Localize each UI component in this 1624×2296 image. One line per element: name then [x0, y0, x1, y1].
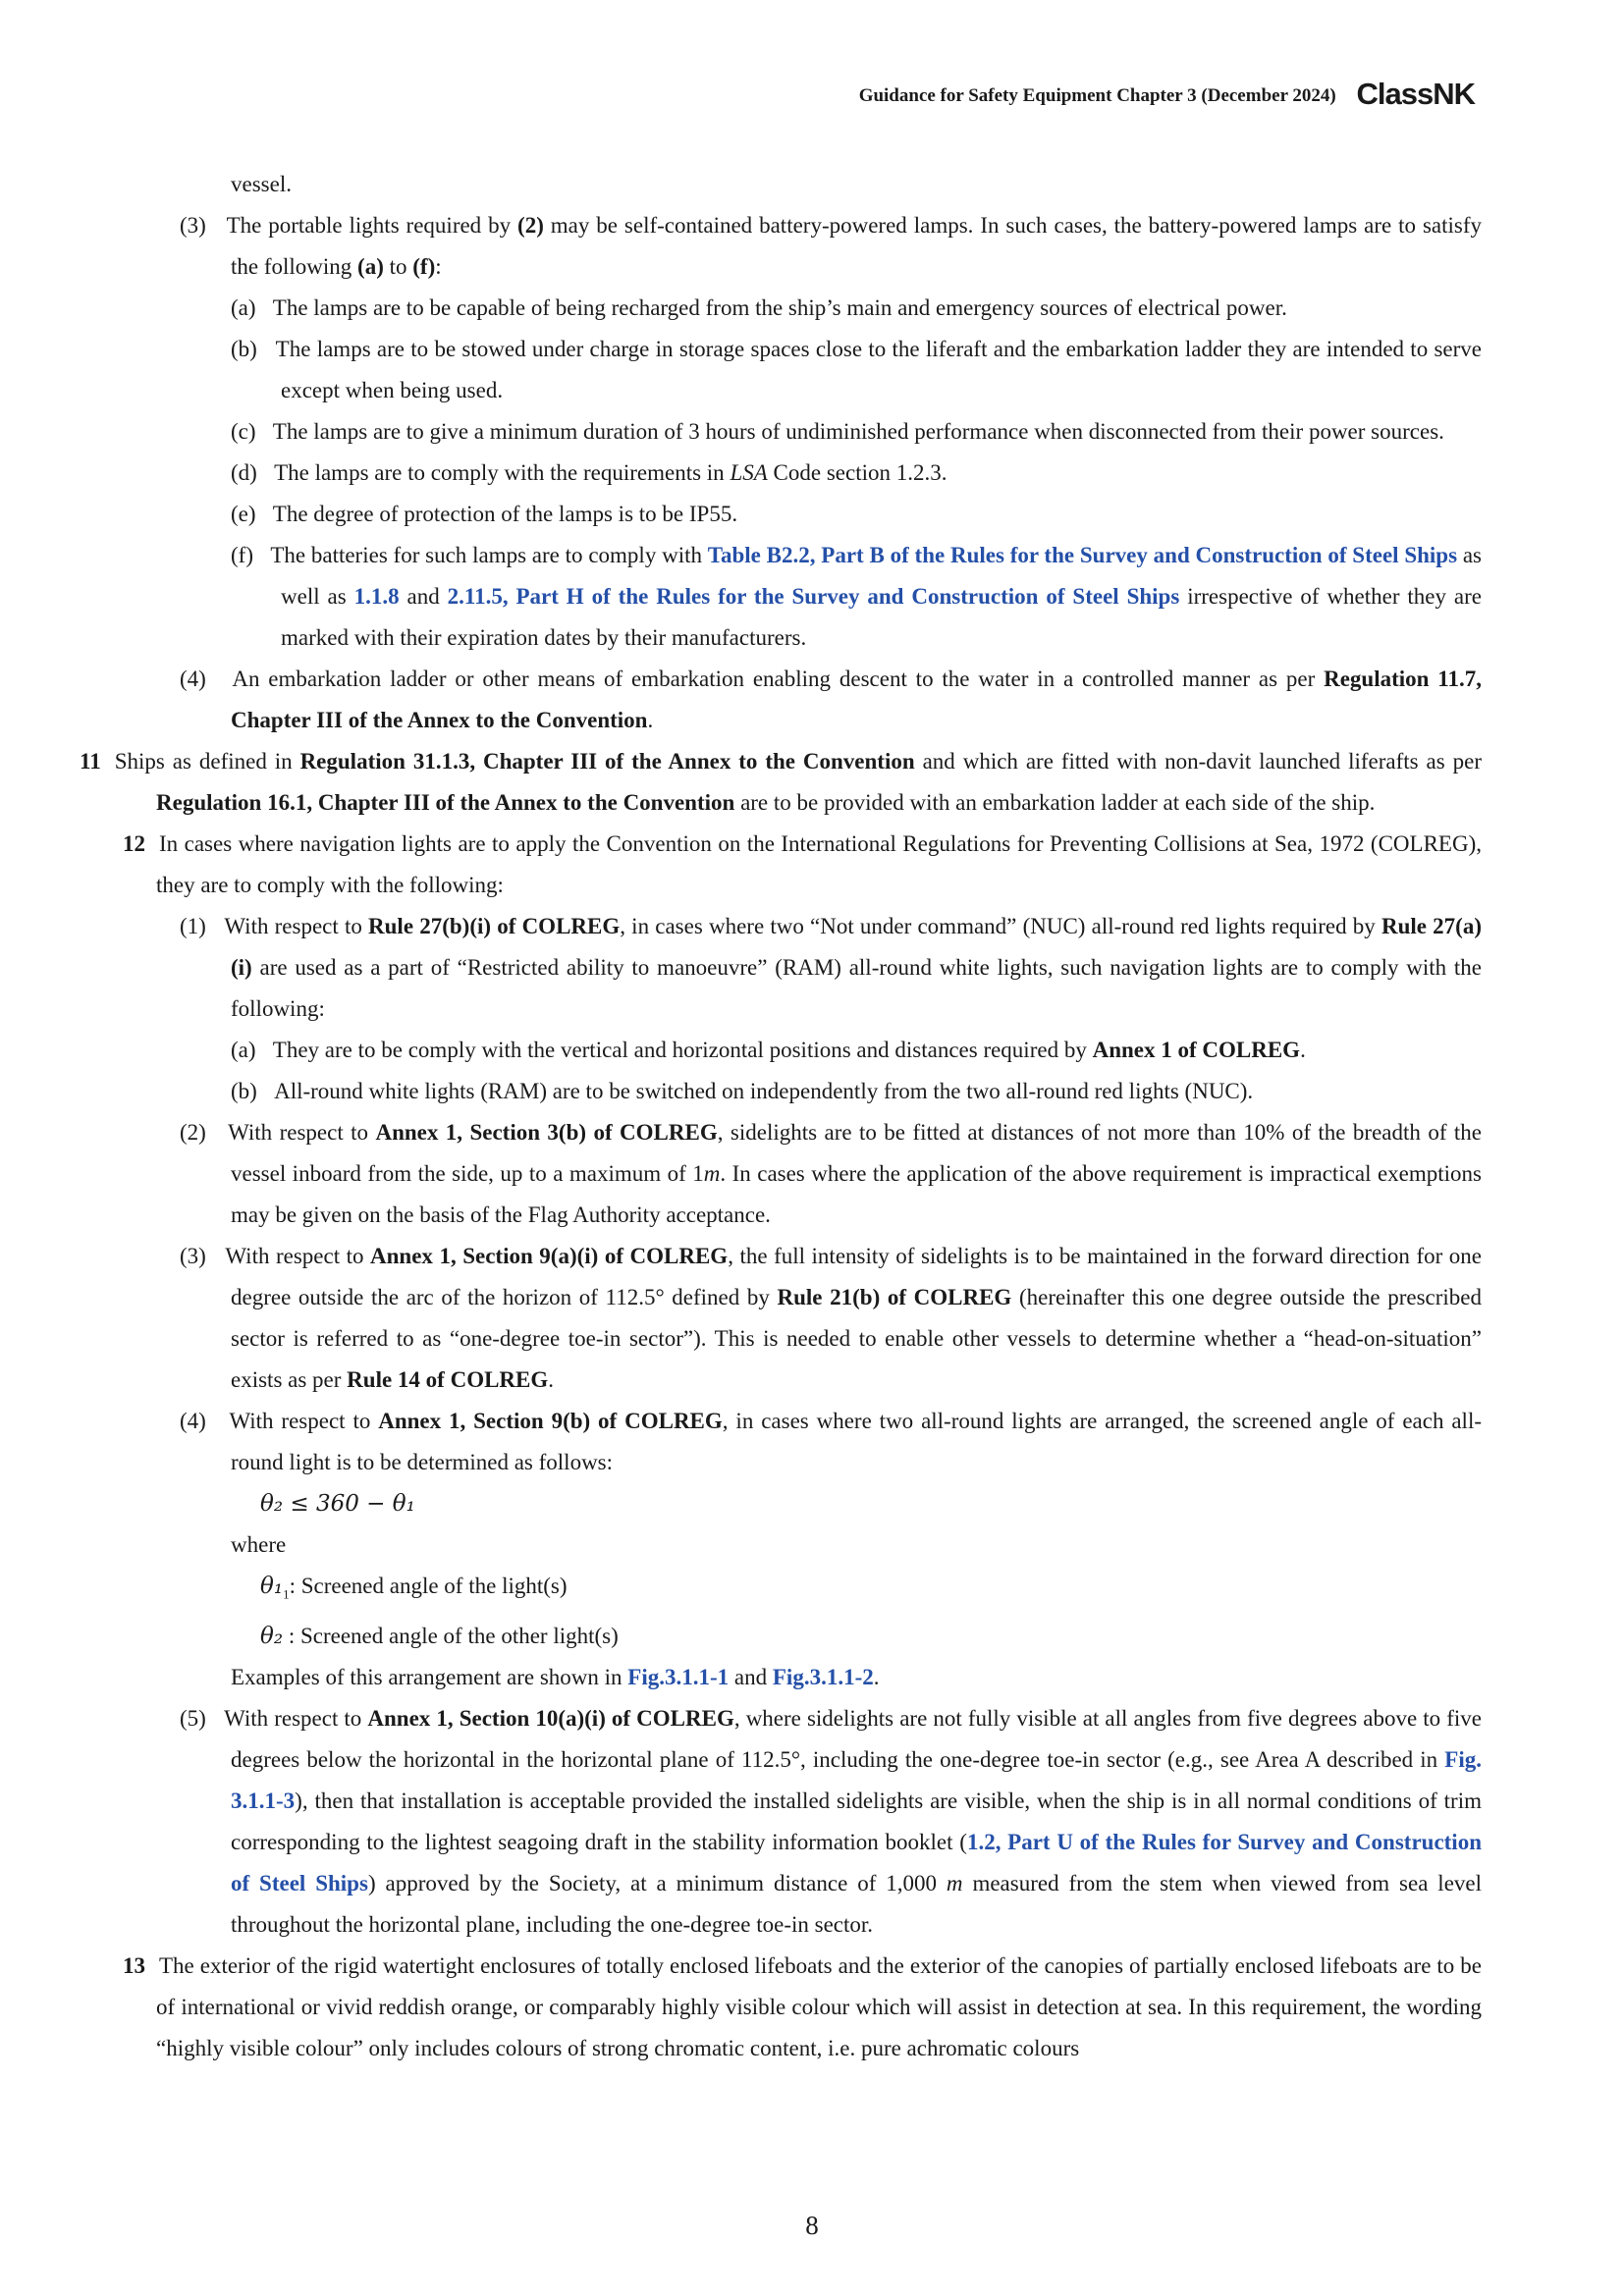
- list-item-3: (3) The portable lights required by (2) may be self-contained battery-powered lamps. In such cases, the battery-powered lamps are to satisfy the following (a) to (f):: [180, 213, 1482, 279]
- sublist-item-d: (d) The lamps are to comply with the requirements in LSA Code section 1.2.3.: [231, 460, 947, 485]
- colreg-subitem-a: (a) They are to be comply with the vertical and horizontal positions and distances required by Annex 1 of COLREG.: [231, 1038, 1306, 1062]
- colreg-item-5: (5) With respect to Annex 1, Section 10(a)(i) of COLREG, where sidelights are not fully visible at all angles from five degrees above to five degrees below the horizontal in the horizontal plane of 112.5°, including the one-degree toe-in sector (e.g., see Area A described in Fig. 3.1.1-3), then that installation is acceptable provided the installed sidelights are visible, when the ship is in all normal conditions of trim corresponding to the lightest seagoing draft in the stability information booklet (1.2, Part U of the Rules for Survey and Construction of Steel Ships) approved by the Society, at a minimum distance of 1,000 m measured from the stem when viewed from sea level throughout the horizontal plane, including the one-degree toe-in sector.: [180, 1705, 1483, 1937]
- paragraph-continuation: vessel.: [231, 172, 292, 196]
- page-number: 8: [805, 2211, 819, 2240]
- colreg-item-3: (3) With respect to Annex 1, Section 9(a)(i) of COLREG, the full intensity of sidelights is to be maintained in the forward direction for one degree outside the arc of the horizon of 112.5° defined by Rule 21(b) of COLREG (hereinafter this one degree outside the prescribed sector is referred to as “one-degree toe-in sector”). This is needed to enable other vessels to determine whether a “head-on-situation” exists as per Rule 14 of COLREG.: [180, 1244, 1482, 1392]
- examples-line: Examples of this arrangement are shown in Fig.3.1.1-1 and Fig.3.1.1-2.: [231, 1664, 880, 1689]
- sublist-item-b: (b) The lamps are to be stowed under charge in storage spaces close to the liferaft and the embarkation ladder they are intended to serve except when being used.: [231, 337, 1483, 402]
- link-fig-3-1-1-3[interactable]: Fig. 3.1.1-3: [231, 1746, 1482, 1813]
- paragraph-11: 11 Ships as defined in Regulation 31.1.3, Chapter III of the Annex to the Convention and which are fitted with non-davit launched liferafts as per Regulation 16.1, Chapter III of the Annex to the Convention are to be provided with an embarkation ladder at each side of the ship.: [80, 749, 1482, 815]
- colreg-item-1: (1) With respect to Rule 27(b)(i) of COLREG, in cases where two “Not under command” (NUC) all-round red lights required by Rule 27(a)(i) are used as a part of “Restricted ability to manoeuvre” (RAM) all-round white lights, such navigation lights are to comply with the following:: [180, 914, 1482, 1021]
- where-label: where: [231, 1532, 287, 1557]
- sublist-item-c: (c) The lamps are to give a minimum duration of 3 hours of undiminished performance when disconnected from their power sources.: [231, 419, 1444, 444]
- page-header: [0, 77, 1475, 112]
- colreg-item-2: (2) With respect to Annex 1, Section 3(b) of COLREG, sidelights are to be fitted at distances of not more than 10% of the breadth of the vessel inboard from the side, up to a maximum of 1m. In cases where the application of the above requirement is impractical exemptions may be given on the basis of the Flag Authority acceptance.: [180, 1120, 1483, 1227]
- paragraph-12: 12 In cases where navigation lights are to apply the Convention on the International Regulations for Preventing Collisions at Sea, 1972 (COLREG), they are to comply with the following:: [123, 831, 1482, 897]
- paragraph-13: 13 The exterior of the rigid watertight enclosures of totally enclosed lifeboats and the exterior of the canopies of partially enclosed lifeboats are to be of international or vivid reddish orange, or comparably highly visible colour which will assist in detection at sea. In this requirement, the wording “highly visible colour” only includes colours of strong chromatic content, i.e. pure achromatic colours: [123, 1952, 1482, 2060]
- link-1-2-part-u[interactable]: 1.2, Part U of the Rules for Survey and Construction of Steel Ships: [231, 1829, 1482, 1896]
- link-1-1-8[interactable]: 1.1.8: [353, 584, 400, 609]
- formula: θ₂ ≤ 360 − θ₁: [260, 1491, 415, 1517]
- classnk-logo: ClassNK: [1356, 77, 1475, 111]
- definition-theta2: θ₂ : Screened angle of the other light(s): [260, 1623, 619, 1649]
- document-body: [80, 164, 1483, 2069]
- sublist-item-f: (f) The batteries for such lamps are to comply with Table B2.2, Part B of the Rules for the Survey and Construction of Steel Ships as well as 1.1.8 and 2.11.5, Part H of the Rules for the Survey and Construction of Steel Ships irrespective of whether they are marked with their expiration dates by their manufacturers.: [231, 543, 1482, 650]
- sublist-item-a: (a) The lamps are to be capable of being recharged from the ship’s main and emergency sources of electrical power.: [231, 295, 1287, 320]
- link-fig-3-1-1-1[interactable]: Fig.3.1.1-1: [627, 1664, 730, 1689]
- colreg-subitem-b: (b) All-round white lights (RAM) are to be switched on independently from the two all-round red lights (NUC).: [231, 1079, 1254, 1103]
- link-2-11-5-part-h[interactable]: 2.11.5, Part H of the Rules for the Survey and Construction of Steel Ships: [447, 584, 1180, 609]
- link-table-b2-2[interactable]: Table B2.2, Part B of the Rules for the Survey and Construction of Steel Ships: [707, 543, 1458, 567]
- sublist-item-e: (e) The degree of protection of the lamps is to be IP55.: [231, 502, 738, 526]
- link-fig-3-1-1-2[interactable]: Fig.3.1.1-2: [772, 1664, 874, 1689]
- definition-theta1: $\theta_1_1$: Screened angle of the light(s): [260, 1574, 568, 1602]
- header-title: Guidance for Safety Equipment Chapter 3 (December 2024): [858, 85, 1336, 106]
- list-item-4: (4) An embarkation ladder or other means of embarkation enabling descent to the water in a controlled manner as per Regulation 11.7, Chapter III of the Annex to the Convention.: [180, 667, 1483, 732]
- colreg-item-4: (4) With respect to Annex 1, Section 9(b) of COLREG, in cases where two all-round lights are arranged, the screened angle of each all-round light is to be determined as follows:: [180, 1409, 1482, 1474]
